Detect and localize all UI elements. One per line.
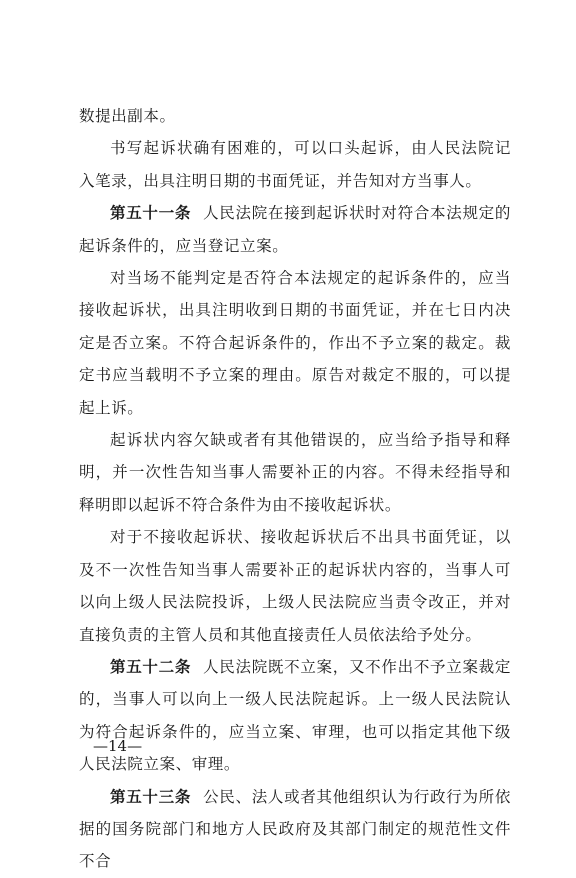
page-number: —14—: [93, 737, 143, 755]
paragraph-text: 对于不接收起诉状、接收起诉状后不出具书面凭证，以及不一次性告知当事人需要补正的起诉状内容的，当事人可以向上级人民法院投诉，上级人民法院应当责令改正，并对直接负责的主管人员和其他直接责任人员依法给予处分。: [79, 528, 511, 644]
article-52: [79, 651, 511, 781]
body-text: [79, 100, 511, 878]
paragraph-4: [79, 262, 511, 424]
paragraph-text: 公民、法人或者其他组织认为行政行为所依据的国务院部门和地方人民政府及其部门制定的规范性文件不合: [79, 787, 511, 871]
article-heading: 第五十三条: [110, 787, 192, 806]
paragraph-text: 数提出副本。: [79, 107, 176, 125]
paragraph-text: 人民法院既不立案，又不作出不予立案裁定的，当事人可以向上一级人民法院起诉。上一级人民法院认为符合起诉条件的，应当立案、审理，也可以指定其他下级人民法院立案、审理。: [79, 657, 511, 774]
article-53: [79, 781, 511, 878]
article-51: [79, 197, 511, 262]
article-heading: 第五十一条: [110, 204, 192, 223]
paragraph-text: 对当场不能判定是否符合本法规定的起诉条件的，应当接收起诉状，出具注明收到日期的书面凭证，并在七日内决定是否立案。不符合起诉条件的，作出不予立案的裁定。裁定书应当载明不予立案的理由。原告对裁定不服的，可以提起上诉。: [79, 269, 511, 417]
paragraph-text: 起诉状内容欠缺或者有其他错误的，应当给予指导和释明，并一次性告知当事人需要补正的内容。不得未经指导和释明即以起诉不符合条件为由不接收起诉状。: [79, 431, 511, 514]
paragraph-text: 人民法院在接到起诉状时对符合本法规定的起诉条件的，应当登记立案。: [79, 204, 511, 255]
paragraph-2: [79, 132, 511, 197]
paragraph-text: 书写起诉状确有困难的，可以口头起诉，由人民法院记入笔录，出具注明日期的书面凭证，并告知对方当事人。: [79, 139, 511, 190]
paragraph-1: [79, 100, 511, 132]
article-heading: 第五十二条: [110, 657, 192, 676]
paragraph-5: [79, 424, 511, 521]
paragraph-6: [79, 521, 511, 651]
